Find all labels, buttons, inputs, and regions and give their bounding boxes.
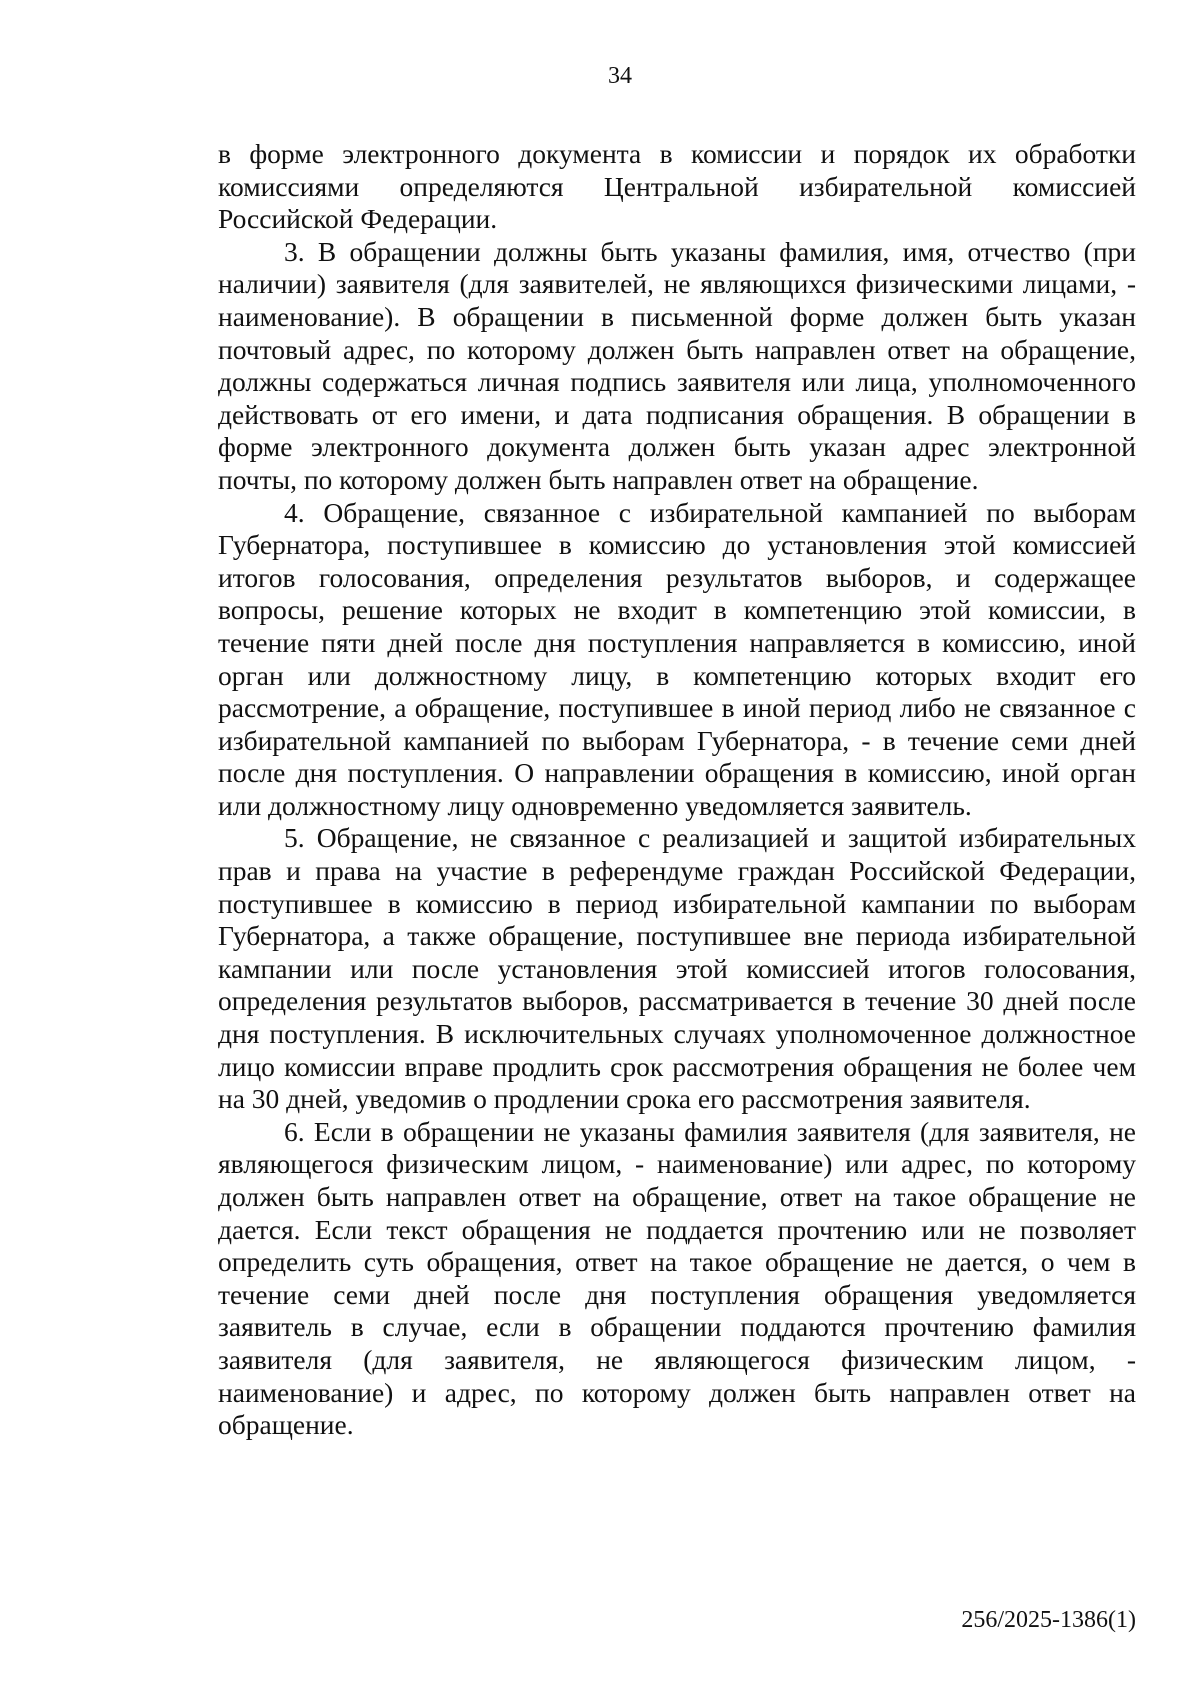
page-number: 34 [608, 63, 632, 89]
paragraph-item-6: 6. Если в обращении не указаны фамилия заявителя (для заявителя, не являющегося физическим лицом, - наименование) или адрес, по которому должен быть направлен ответ на обращение, ответ на такое обращение не дается. Если текст обращения не поддается прочтению или не позволяет определить суть обращения, ответ на такое обращение не дается, о чем в течение семи дней после дня поступления обращения уведомляется заявитель в случае, если в обращении поддаются прочтению фамилия заявителя (для заявителя, не являющегося физическим лицом, - наименование) и адрес, по которому должен быть направлен ответ на обращение. [218, 1115, 1136, 1441]
paragraph-continuation: в форме электронного документа в комиссии и порядок их обработки комиссиями определяются Центральной избирательной комиссией Российской Федерации. [218, 138, 1136, 235]
paragraph-item-4: 4. Обращение, связанное с избирательной кампанией по выборам Губернатора, поступившее в комиссию до установления этой комиссией итогов голосования, определения результатов выборов, и содержащее вопросы, решение которых не входит в компетенцию этой комиссии, в течение пяти дней после дня поступления направляется в комиссию, иной орган или должностному лицу, в компетенцию которых входит его рассмотрение, а обращение, поступившее в иной период либо не связанное с избирательной кампанией по выборам Губернатора, - в течение семи дней после дня поступления. О направлении обращения в комиссию, иной орган или должностному лицу одновременно уведомляется заявитель. [218, 496, 1136, 821]
document-body [218, 138, 1136, 1442]
document-registration-number: 256/2025-1386(1) [961, 1607, 1136, 1633]
paragraph-item-5: 5. Обращение, не связанное с реализацией и защитой избирательных прав и права на участие в референдуме граждан Российской Федерации, поступившее в комиссию в период избирательной кампании по выборам Губернатора, а также обращение, поступившее вне периода избирательной кампании или после установления этой комиссией итогов голосования, определения результатов выборов, рассматривается в течение 30 дней после дня поступления. В исключительных случаях уполномоченное должностное лицо комиссии вправе продлить срок рассмотрения обращения не более чем на 30 дней, уведомив о продлении срока его рассмотрения заявителя. [218, 822, 1136, 1115]
paragraph-item-3: 3. В обращении должны быть указаны фамилия, имя, отчество (при наличии) заявителя (для заявителей, не являющихся физическими лицами, - наименование). В обращении в письменной форме должен быть указан почтовый адрес, по которому должен быть направлен ответ на обращение, должны содержаться личная подпись заявителя или лица, уполномоченного действовать от его имени, и дата подписания обращения. В обращении в форме электронного документа должен быть указан адрес электронной почты, по которому должен быть направлен ответ на обращение. [218, 235, 1136, 495]
